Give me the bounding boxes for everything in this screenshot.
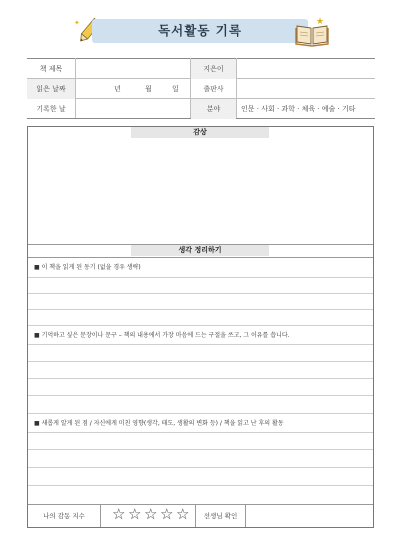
rating-star-2[interactable]: ☆ (128, 505, 142, 523)
writing-line[interactable] (28, 378, 373, 379)
author-label: 지은이 (191, 59, 236, 79)
writing-line[interactable] (28, 325, 373, 326)
writing-line[interactable] (28, 293, 373, 294)
writing-line[interactable] (28, 449, 373, 450)
date-day-label: 일 (172, 85, 179, 93)
publisher-label: 출판사 (203, 85, 224, 93)
writing-line[interactable] (28, 467, 373, 468)
date-read-label: 읽은 날짜 (27, 79, 75, 99)
impression-header: 감상 (131, 127, 269, 138)
memorable-quote-prompt: ■ 기억하고 싶은 문장이나 문구 – 책의 내용에서 가장 마음에 드는 구절을 쓰고, 그 이유를 씁니다. (34, 332, 290, 339)
writing-line[interactable] (28, 344, 373, 345)
book-title-label: 책 제목 (39, 65, 63, 73)
book-title-field[interactable] (76, 59, 190, 79)
recorded-date-label: 기록한 날 (36, 105, 66, 113)
reflection-header: 생각 정리하기 (131, 245, 269, 256)
category-options[interactable]: 인문 · 사회 · 과학 · 체육 · 예술 · 기타 (241, 105, 356, 113)
rating-star-3[interactable]: ☆ (144, 505, 158, 523)
svg-text:★: ★ (316, 17, 325, 27)
recorded-date-field[interactable] (76, 99, 190, 119)
writing-line[interactable] (28, 432, 373, 433)
date-month-label: 월 (145, 85, 152, 93)
category-label: 분야 (191, 99, 236, 119)
writing-line[interactable] (28, 413, 373, 414)
svg-text:✦: ✦ (74, 19, 80, 27)
writing-line[interactable] (28, 361, 373, 362)
teacher-check-label: 선생님 확인 (203, 512, 238, 520)
writing-line[interactable] (28, 309, 373, 310)
author-field[interactable] (237, 59, 375, 79)
writing-line[interactable] (28, 395, 373, 396)
rating-star-5[interactable]: ☆ (176, 505, 190, 523)
rating-star-1[interactable]: ☆ (112, 505, 126, 523)
motivation-prompt: ■ 이 책을 읽게 된 동기 (없을 경우 생략) (34, 264, 141, 271)
page-title: 독서활동 기록 (158, 23, 242, 38)
publisher-field[interactable] (237, 79, 375, 99)
writing-line[interactable] (28, 485, 373, 486)
open-book-icon (294, 16, 330, 48)
rating-star-4[interactable]: ☆ (160, 505, 174, 523)
teacher-check-field[interactable] (246, 505, 373, 527)
rating-label: 나의 감동 지수 (43, 512, 85, 520)
impression-writing-area[interactable] (28, 139, 373, 243)
date-read-field[interactable] (76, 79, 190, 99)
new-learning-prompt: ■ 새롭게 알게 된 점 / 자신에게 미친 영향(생각, 태도, 생활의 변화 등) / 책을 읽고 난 후의 활동 (34, 420, 284, 427)
writing-line[interactable] (28, 277, 373, 278)
date-year-label: 년 (114, 85, 121, 93)
